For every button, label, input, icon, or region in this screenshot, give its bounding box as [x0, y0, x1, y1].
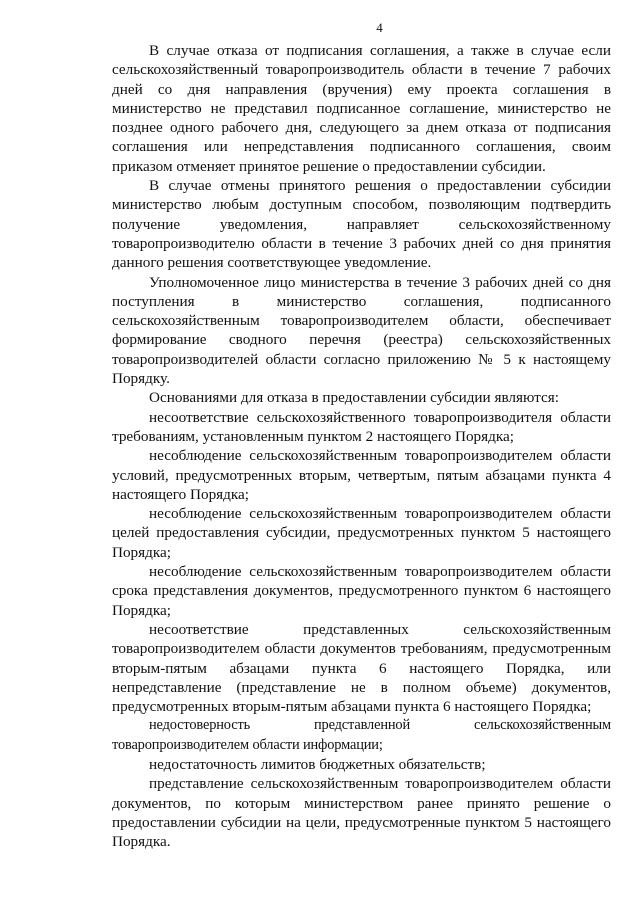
list-item-conditions-noncompliance: несоблюдение сельскохозяйственным товаропроизводителем области условий, предусмотренных вторым, четвертым, пятым абзацами пункта 4 настоящего Порядка; — [112, 447, 611, 503]
list-item-purposes-noncompliance: несоблюдение сельскохозяйственным товаропроизводителем области целей предоставления субсидии, предусмотренных пунктом 5 настоящего Порядка; — [112, 505, 611, 561]
paragraph-decision-cancellation: В случае отмены принятого решения о предоставлении субсидии министерство любым доступным способом, позволяющим подтвердить получение уведомления, направляет сельскохозяйственному товаропроизводителю области в течение 3 рабочих дней со дня принятия данного решения соответствующее уведомление. — [112, 177, 611, 272]
list-item-documents-mismatch: несоответствие представленных сельскохозяйственным товаропроизводителем области документов требованиям, предусмотренным вторым-пятым абзацами пункта 6 настоящего Порядка, или непредставление (представление не в полном объеме) документов, предусмотренных вторым-пятым абзацами пункта 6 настоящего Порядка; — [112, 620, 611, 716]
list-item-deadline-noncompliance: несоблюдение сельскохозяйственным товаропроизводителем области срока представления документов, предусмотренного пунктом 6 настоящего Порядка; — [112, 563, 611, 619]
list-item-requirements-mismatch: несоответствие сельскохозяйственного товаропроизводителя области требованиям, установленным пунктом 2 настоящего Порядка; — [112, 408, 611, 445]
list-item-information-unreliability: недостоверность представленной сельскохозяйственным товаропроизводителем области информации; — [112, 717, 611, 753]
list-item-budget-limits-insufficiency: недостаточность лимитов бюджетных обязательств; — [149, 755, 486, 773]
list-item-duplicate-submission: представление сельскохозяйственным товаропроизводителем области документов, по которым министерством ранее принято решение о предоставлении субсидии на цели, предусмотренные пунктом 5 настоящего Порядка. — [112, 775, 611, 851]
paragraph-registry-formation: Уполномоченное лицо министерства в течение 3 рабочих дней со дня поступления в министерство соглашения, подписанного сельскохозяйственным товаропроизводителем области, обеспечивает формирование сводного перечня (реестра) сельскохозяйственных товаропроизводителей области согласно приложению № 5 к настоящему Порядку. — [112, 273, 611, 388]
page-number: 4 — [376, 20, 383, 35]
paragraph-refusal-to-sign: В случае отказа от подписания соглашения, а также в случае если сельскохозяйственный товаропроизводитель области в течение 7 рабочих дней со дня направления (вручения) ему проекта соглашения в министерство не представил подписанное соглашение, министерство не позднее одного рабочего дня, следующего за днем отказа от подписания соглашения или непредставления подписанного соглашения, своим приказом отменяет принятое решение о предоставлении субсидии. — [112, 42, 611, 175]
document-body — [112, 41, 611, 851]
paragraph-refusal-grounds-intro: Основаниями для отказа в предоставлении субсидии являются: — [149, 389, 559, 407]
